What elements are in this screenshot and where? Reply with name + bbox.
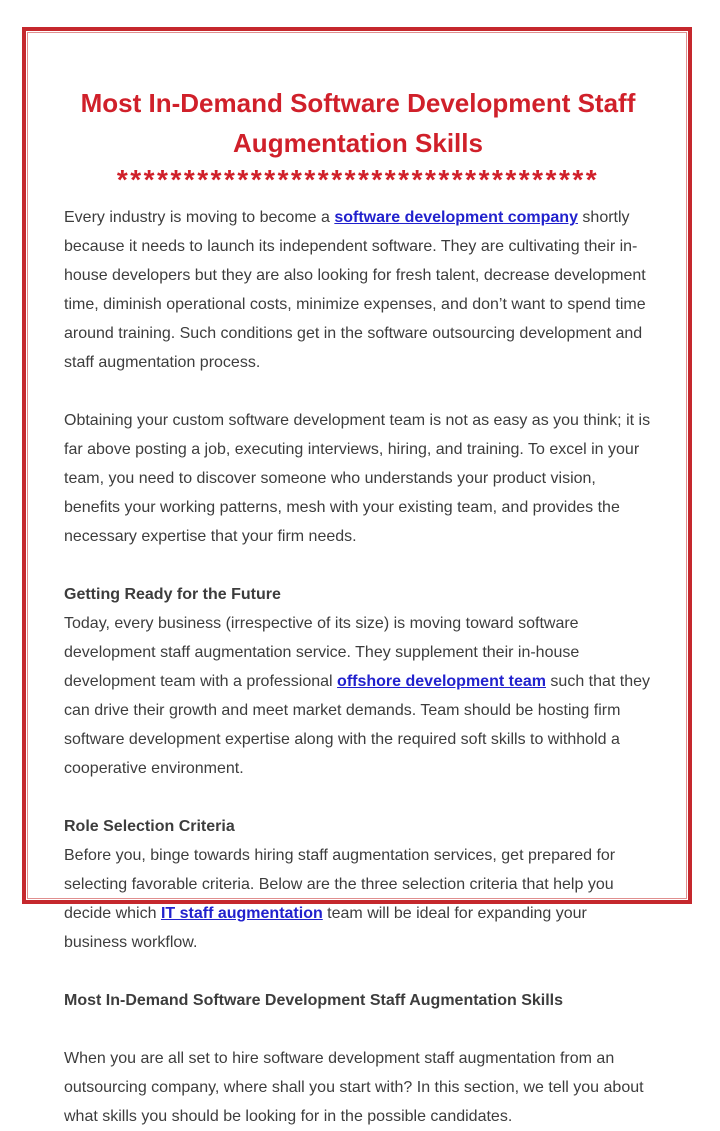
paragraph: [64, 609, 652, 783]
text-run: Role Selection Criteria: [64, 818, 235, 835]
section-heading: [64, 812, 652, 841]
text-run: team will be ideal for expanding your business workflow.: [64, 905, 587, 951]
text-run: Obtaining your custom software development team is not as easy as you think; it is far above posting a job, executing interviews, hiring, and training. To excel in your team, you need to discover someone who understands your product vision, benefits your working patterns, mesh with your existing team, and provides the necessary expertise that your firm needs.: [64, 412, 651, 545]
document-content: [26, 31, 688, 1125]
text-run: such that they can drive their growth and meet market demands. Team should be hosting firm software development expertise along with the required soft skills to withhold a cooperative environment.: [64, 673, 651, 777]
page-border-frame: [22, 27, 692, 1125]
hyperlink[interactable]: software development company: [334, 209, 578, 226]
document-body: [64, 203, 652, 1131]
text-run: Before you, binge towards hiring staff augmentation services, get prepared for selecting favorable criteria. Below are the three selection criteria that help you decide which: [64, 847, 616, 922]
paragraph: [64, 203, 652, 377]
paragraph: [64, 841, 652, 957]
text-run: Getting Ready for the Future: [64, 586, 281, 603]
hyperlink[interactable]: IT staff augmentation: [160, 905, 323, 922]
paragraph: [64, 406, 652, 551]
section-heading: [64, 580, 652, 609]
text-run: Most In-Demand Software Development Staff Augmentation Skills: [64, 992, 564, 1009]
text-run: Every industry is moving to become a: [64, 209, 335, 226]
hyperlink[interactable]: offshore development team: [337, 673, 546, 690]
section-heading: [64, 986, 652, 1015]
text-run: When you are all set to hire software development staff augmentation from an outsourcing company, where shall you start with? In this section, we tell you about what skills you should be looking for in the possible candidates.: [64, 1050, 644, 1125]
text-run: shortly because it needs to launch its independent software. They are cultivating their in-house developers but they are also looking for fresh talent, decrease development time, diminish operational costs, minimize expenses, and don’t want to spend time around training. Such conditions get in the software outsourcing development and staff augmentation process.: [64, 209, 646, 371]
document-title: Most In-Demand Software Development Staff Augmentation Skills: [80, 88, 636, 158]
text-run: Today, every business (irrespective of its size) is moving toward software development staff augmentation service. They supplement their in-house development team with a professional: [64, 615, 580, 690]
asterisk-divider: ************************************: [116, 164, 600, 195]
paragraph: [64, 1044, 652, 1131]
